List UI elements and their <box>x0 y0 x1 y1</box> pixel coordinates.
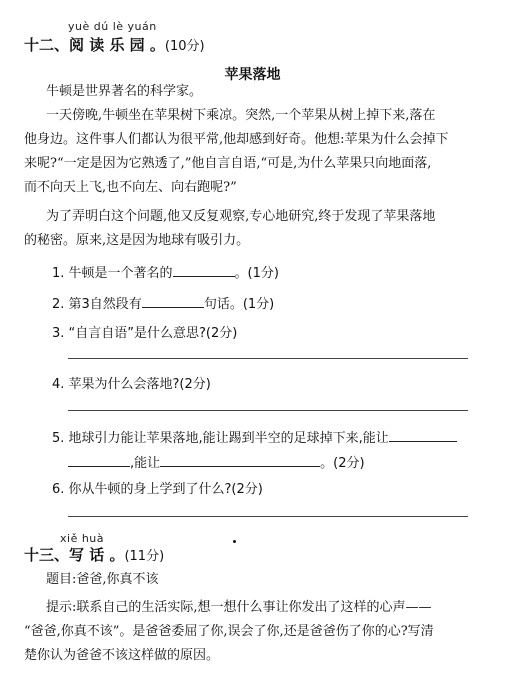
section13-score: (11分) <box>124 549 165 564</box>
section12-heading-text: 十二、阅 读 乐 园 。 <box>24 36 165 54</box>
question-5-text: 5. 地球引力能让苹果落地,能让踢到半空的足球掉下来,能让 <box>52 431 389 446</box>
stray-dot <box>233 540 236 543</box>
passage-title: 苹果落地 <box>224 67 281 83</box>
passage-p1: 牛顿是世界著名的科学家。 <box>46 84 203 99</box>
section13-hint-line2: “爸爸,你真不该”。是爸爸委屈了你,误会了你,还是爸爸伤了你的心?写清 <box>24 624 434 639</box>
question-3-answer-line[interactable] <box>68 358 468 359</box>
question-6: 6. 你从牛顿的身上学到了什么?(2分) <box>52 482 263 497</box>
section13-heading <box>24 544 164 565</box>
section12-pinyin: yuè dú lè yuán <box>68 20 157 33</box>
section13-heading-text: 十三、写 话 。 <box>24 546 125 564</box>
passage-p2-line3: 来呢?“一定是因为它熟透了,”他自言自语,“可是,为什么苹果只向地面落, <box>24 156 432 171</box>
section12-score: (10分) <box>164 39 205 54</box>
question-5-score: 。(2分) <box>320 456 365 471</box>
section13-hint-line1: 提示:联系自己的生活实际,想一想什么事让你发出了这样的心声—— <box>46 600 432 615</box>
passage-p2-line1: 一天傍晚,牛顿坐在苹果树下乘凉。突然,一个苹果从树上掉下来,落在 <box>46 108 436 123</box>
question-4: 4. 苹果为什么会落地?(2分) <box>52 377 211 392</box>
question-1-score: 。(1分) <box>234 266 279 281</box>
question-5-line2 <box>68 452 365 471</box>
question-5-blank-2[interactable] <box>68 452 130 467</box>
question-5-text-2: ,能让 <box>130 456 161 471</box>
passage-p3-line2: 的秘密。原来,这是因为地球有吸引力。 <box>24 233 250 248</box>
question-3: 3. “自言自语”是什么意思?(2分) <box>52 326 238 341</box>
section12-heading <box>24 34 205 55</box>
question-4-answer-line[interactable] <box>68 410 468 411</box>
question-2-text: 2. 第3自然段有 <box>52 297 142 312</box>
question-5-blank-1[interactable] <box>389 427 457 442</box>
question-2-score: 句话。(1分) <box>203 297 275 312</box>
question-1-blank[interactable] <box>173 262 235 277</box>
section13-pinyin: xiě huà <box>60 532 105 545</box>
question-5-blank-3[interactable] <box>160 452 320 467</box>
question-2-blank[interactable] <box>142 293 204 308</box>
question-6-answer-line[interactable] <box>68 516 468 517</box>
section13-hint-line3: 楚你认为爸爸不该这样做的原因。 <box>24 648 220 663</box>
section13-topic: 题目:爸爸,你真不该 <box>46 572 159 587</box>
question-1-text: 1. 牛顿是一个著名的 <box>52 266 173 281</box>
question-1 <box>52 262 279 281</box>
passage-p2-line4: 而不向天上飞,也不向左、向右跑呢?” <box>24 180 237 195</box>
question-5-line1 <box>52 427 457 446</box>
passage-p3-line1: 为了弄明白这个问题,他又反复观察,专心地研究,终于发现了苹果落地 <box>46 209 436 224</box>
question-2 <box>52 293 274 312</box>
passage-p2-line2: 他身边。这件事人们都认为很平常,他却感到好奇。他想:苹果为什么会掉下 <box>24 132 449 147</box>
